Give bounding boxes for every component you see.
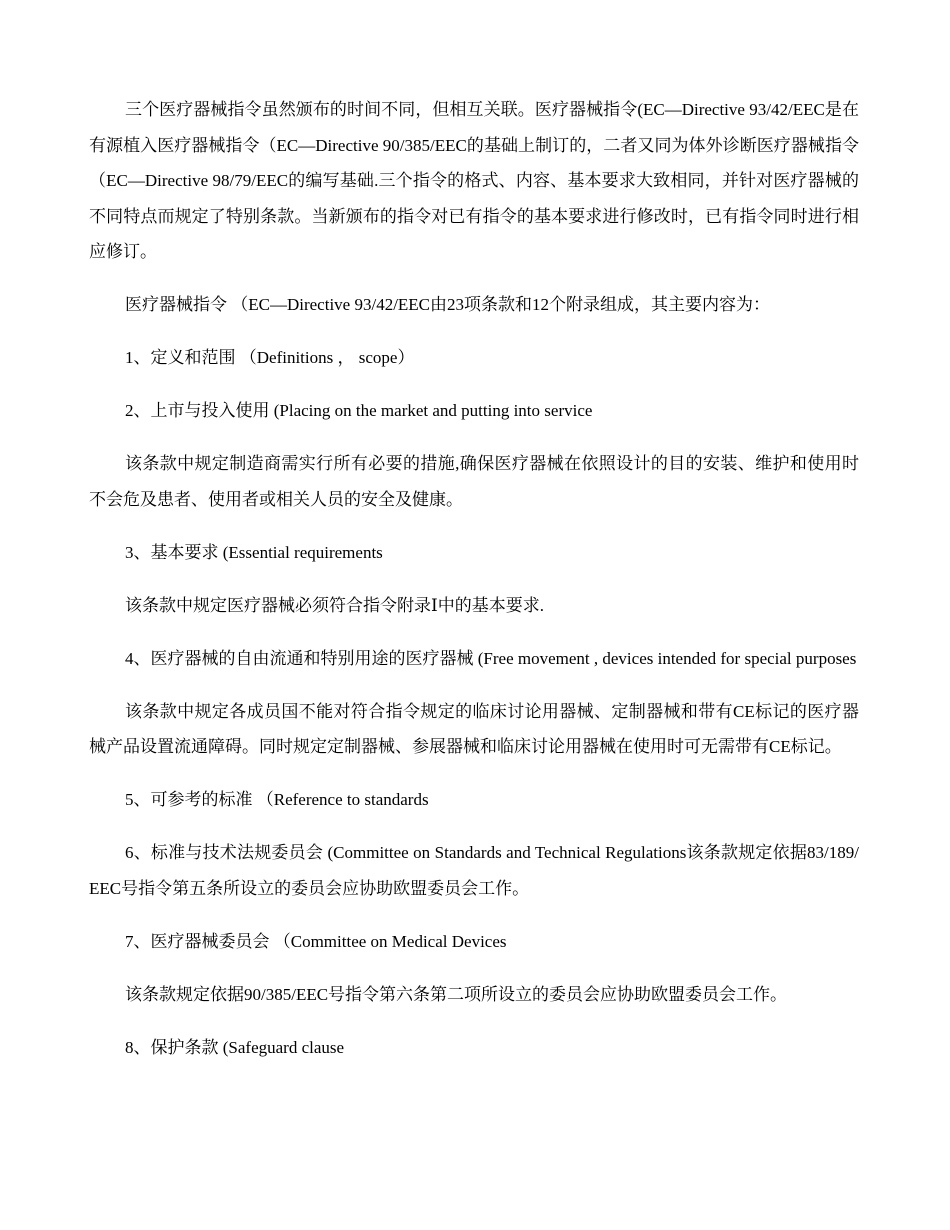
list-item-medical-devices-committee: 7、医疗器械委员会 （Committee on Medical Devices bbox=[125, 931, 507, 951]
paragraph-medical-devices-committee-detail: 该条款规定依据90/385/EEC号指令第六条第二项所设立的委员会应协助欧盟委员会工作。 bbox=[125, 984, 788, 1004]
list-item-standards-committee: 6、标准与技术法规委员会 (Committee on Standards and Technical Regulations该条款规定依据83/189/EEC号指令第五条所设立的委员会应协助欧盟委员会工作。 bbox=[89, 843, 859, 898]
paragraph-intro: 三个医疗器械指令虽然颁布的时间不同，但相互关联。医疗器械指令(EC—Directive 93/42/EEC是在有源植入医疗器械指令（EC—Directive 90/385/EEC的基础上制订的，二者又同为体外诊断医疗器械指令（EC—Directive 98/79/EEC的编写基础.三个指令的格式、内容、基本要求大致相同，并针对医疗器械的不同特点而规定了特别条款。当新颁布的指令对已有指令的基本要求进行修改时，已有指令同时进行相应修订。 bbox=[89, 100, 859, 261]
list-item-reference-to-standards: 5、可参考的标准 （Reference to standards bbox=[125, 790, 429, 809]
document-body bbox=[89, 92, 859, 1083]
list-item-safeguard-clause: 8、保护条款 (Safeguard clause bbox=[125, 1037, 345, 1057]
list-item-definitions: 1、定义和范围 （Definitions ， scope） bbox=[125, 348, 415, 367]
list-item-free-movement: 4、医疗器械的自由流通和特别用途的医疗器械 (Free movement , devices intended for special purposes bbox=[125, 648, 857, 668]
paragraph-essential-requirements-detail: 该条款中规定医疗器械必须符合指令附录Ⅰ中的基本要求. bbox=[125, 595, 544, 615]
paragraph-placing-on-market-detail: 该条款中规定制造商需实行所有必要的措施,确保医疗器械在依照设计的目的安装、维护和使用时不会危及患者、使用者或相关人员的安全及健康。 bbox=[89, 454, 859, 509]
list-item-placing-on-market: 2、上市与投入使用 (Placing on the market and putting into service bbox=[125, 401, 593, 420]
list-item-essential-requirements: 3、基本要求 (Essential requirements bbox=[125, 542, 383, 562]
paragraph-directive-overview: 医疗器械指令 （EC—Directive 93/42/EEC由23项条款和12个附录组成，其主要内容为： bbox=[125, 295, 771, 314]
paragraph-free-movement-detail: 该条款中规定各成员国不能对符合指令规定的临床讨论用器械、定制器械和带有CE标记的医疗器械产品设置流通障碍。同时规定定制器械、参展器械和临床讨论用器械在使用时可无需带有CE标记。 bbox=[89, 701, 859, 756]
